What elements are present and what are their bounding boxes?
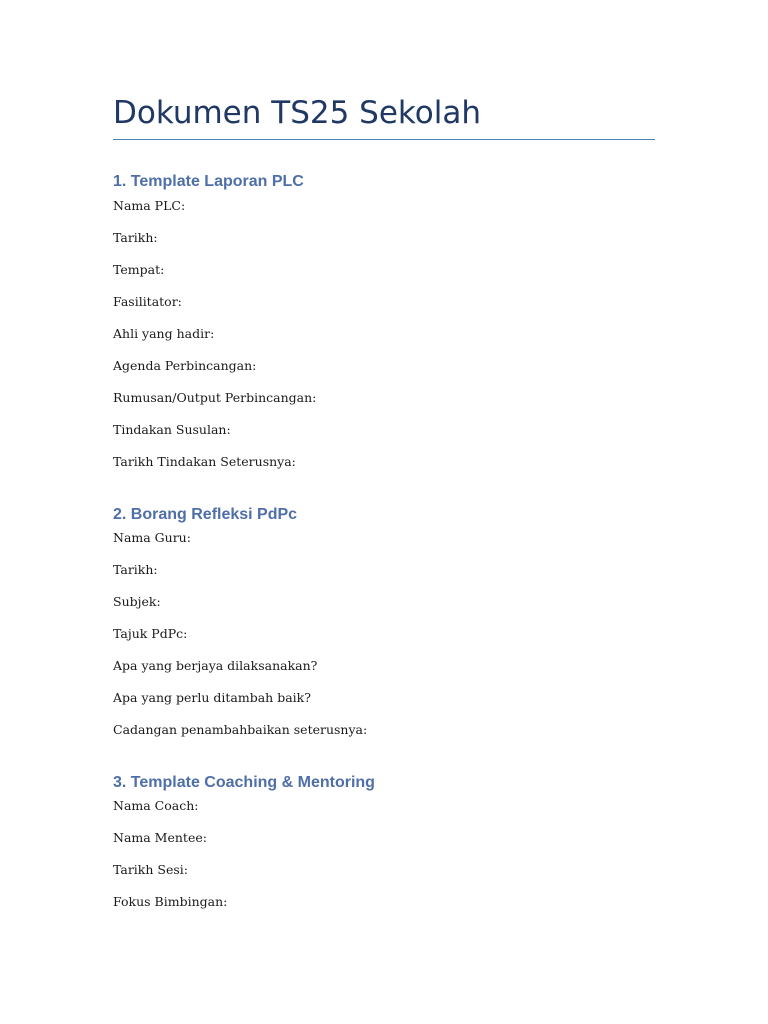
field-label: Tempat: xyxy=(113,262,165,277)
field-label: Tarikh Sesi: xyxy=(113,862,188,877)
field-label: Nama Coach: xyxy=(113,798,199,813)
field-label: Ahli yang hadir: xyxy=(113,326,215,341)
field-label: Nama Guru: xyxy=(113,530,191,545)
field-label: Tajuk PdPc: xyxy=(113,626,188,641)
field-label: Nama PLC: xyxy=(113,198,186,213)
field-label: Apa yang berjaya dilaksanakan? xyxy=(113,658,318,673)
field-label: Rumusan/Output Perbincangan: xyxy=(113,390,317,405)
section-heading-plc-report: 1. Template Laporan PLC xyxy=(113,173,304,190)
field-label: Agenda Perbincangan: xyxy=(113,358,257,373)
field-label: Tarikh: xyxy=(113,562,158,577)
document-title: Dokumen TS25 Sekolah xyxy=(113,95,481,131)
title-underline xyxy=(113,139,655,140)
section-heading-coaching-mentoring: 3. Template Coaching & Mentoring xyxy=(113,774,375,791)
section-heading-pdpc-reflection: 2. Borang Refleksi PdPc xyxy=(113,506,298,523)
field-label: Fokus Bimbingan: xyxy=(113,894,228,909)
field-label: Cadangan penambahbaikan seterusnya: xyxy=(113,722,368,737)
field-label: Tarikh: xyxy=(113,230,158,245)
field-label: Apa yang perlu ditambah baik? xyxy=(113,690,311,705)
field-label: Nama Mentee: xyxy=(113,830,207,845)
field-label: Tindakan Susulan: xyxy=(113,422,231,437)
field-label: Fasilitator: xyxy=(113,294,182,309)
field-label: Subjek: xyxy=(113,594,161,609)
field-label: Tarikh Tindakan Seterusnya: xyxy=(113,454,296,469)
